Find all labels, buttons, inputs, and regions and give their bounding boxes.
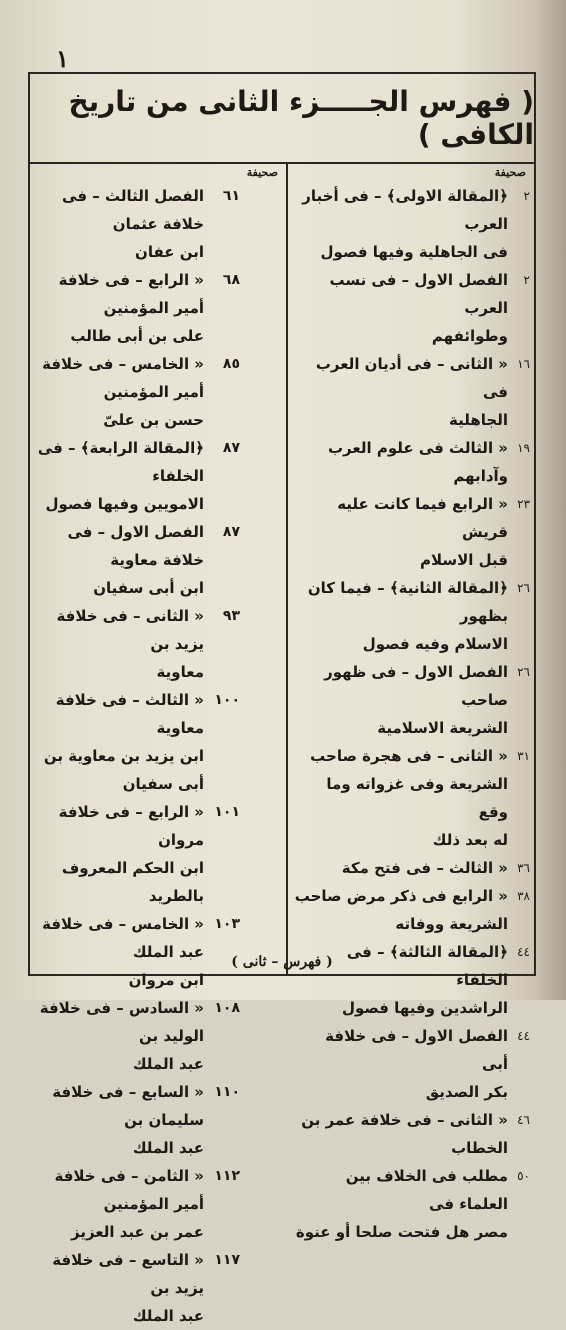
index-entry: [288, 434, 534, 490]
entry-title-continued: على بن أبى طالب: [70, 327, 204, 345]
entry-title: « الرابع فيما كانت عليه قريش: [337, 495, 508, 541]
entry-title: « الثانى – فى خلافة عمر بن: [301, 1111, 508, 1129]
entry-title: « السابع – فى خلافة سليمان بن: [52, 1083, 204, 1129]
entry-page-number: ٢: [523, 189, 530, 203]
page-title: ( فهرس الجـــــزء الثانى من تاريخ الكافى ): [68, 85, 534, 151]
entry-title: « الخامس – فى خلافة أمير المؤمنين: [42, 355, 204, 401]
index-entry: [288, 882, 534, 938]
entry-title-continued: بكر الصديق: [425, 1083, 508, 1101]
page-footer: ( فهرس – ثانى ): [231, 954, 333, 970]
entry-page-number: ٢٦: [517, 581, 530, 595]
entry-title: « الرابع – فى خلافة أمير المؤمنين: [58, 271, 204, 317]
entry-title: « الرابع فى ذكر مرض صاحب: [294, 887, 508, 905]
right-entries-list: [288, 182, 534, 1246]
index-entry: [288, 350, 534, 434]
entry-title: « الثالث فى علوم العرب وآدابهم: [327, 439, 508, 485]
index-entry: [30, 518, 286, 602]
column-header-right: صحيفة: [494, 166, 526, 179]
entry-page-number: ١٩: [517, 441, 530, 455]
index-entry: [30, 994, 286, 1078]
index-entry: [30, 182, 286, 266]
entry-title-continued: مصر هل فتحت صلحا أو عنوة: [295, 1223, 508, 1241]
index-entry: [288, 1022, 534, 1106]
entry-title-continued: عبد الملك: [132, 1307, 204, 1325]
index-entry: [30, 1078, 286, 1162]
entry-page-number: ١٠٨: [214, 1000, 240, 1016]
index-frame: [28, 72, 536, 1325]
entry-title: ﴿المقالة الثانية﴾ – فيما كان بظهور: [307, 579, 508, 625]
entry-page-number: ٣٨: [517, 889, 530, 903]
entry-title: « الثانى – فى هجرة صاحب: [310, 747, 508, 765]
entry-page-number: ١١٢: [214, 1168, 240, 1184]
entry-title: الفصل الاول – فى نسب العرب: [329, 271, 508, 317]
entry-title: « التاسع – فى خلافة يزيد بن: [52, 1251, 204, 1297]
index-entry: [288, 1162, 534, 1246]
index-entry: [30, 350, 286, 434]
entry-title-continued: الشريعة الاسلامية: [377, 719, 508, 737]
entry-title: ﴿المقالة الرابعة﴾ – فى الخلفاء: [37, 439, 204, 485]
entry-title: « الثانى – فى خلافة يزيد بن: [56, 607, 204, 653]
index-entry: [288, 658, 534, 742]
entry-title-continued: الشريعة وفى غزواته وما وقع: [326, 775, 508, 821]
entry-page-number: ١١٧: [214, 1252, 240, 1268]
index-entry: [30, 602, 286, 686]
index-entry: [288, 742, 534, 826]
entry-title: « الخامس – فى خلافة عبد الملك: [42, 915, 204, 961]
entry-title: « السادس – فى خلافة الوليد بن: [39, 999, 204, 1045]
entry-title: « الثانى – فى أديان العرب فى: [315, 355, 508, 401]
right-column: [288, 162, 534, 1241]
entry-page-number: ١١٠: [214, 1084, 240, 1100]
entry-page-number: ٤٤: [517, 945, 530, 959]
index-entry: [288, 490, 534, 574]
entry-title-continued: قبل الاسلام: [419, 551, 508, 569]
entry-page-number: ٨٧: [222, 440, 240, 456]
entry-title: له بعد ذلك: [432, 831, 508, 849]
entry-page-number: ٢: [523, 273, 530, 287]
page-number: ١: [56, 44, 69, 73]
entry-title-continued: عبد الملك: [132, 1055, 204, 1073]
entry-page-number: ٦٨: [222, 272, 240, 288]
index-entry: [30, 266, 286, 350]
entry-title-continued: ابن عفان: [135, 243, 204, 261]
index-entry: [30, 434, 286, 518]
left-entries-list: [30, 182, 286, 1330]
index-entry: [30, 1162, 286, 1246]
index-entry: [30, 798, 286, 910]
entry-title: مطلب فى الخلاف بين العلماء فى: [345, 1167, 508, 1213]
index-entry: [288, 938, 534, 1022]
entry-title-continued: الجاهلية: [449, 411, 508, 429]
entry-title: « الثامن – فى خلافة أمير المؤمنين: [54, 1167, 204, 1213]
entry-title-continued: حسن بن علىّ: [103, 411, 204, 429]
entry-title-continued: الامويين وفيها فصول: [45, 495, 204, 513]
index-entry: [288, 574, 534, 658]
index-entry: [30, 686, 286, 798]
entry-page-number: ٨٥: [222, 356, 240, 372]
entry-title: الفصل الاول – فى خلافة معاوية: [67, 523, 204, 569]
entry-page-number: ٤٦: [517, 1113, 530, 1127]
entry-title: « الثالث – فى خلافة معاوية: [55, 691, 204, 737]
index-entry: [288, 826, 534, 854]
title-box: [30, 74, 534, 164]
entry-title-continued: الاسلام وفيه فصول: [362, 635, 508, 653]
entry-page-number: ٩٣: [222, 608, 240, 624]
entry-title-continued: ابن أبى سفيان: [93, 579, 204, 597]
entry-title-continued: الشريعة ووفاته: [395, 915, 508, 933]
entry-page-number: ٢٣: [517, 497, 530, 511]
index-entry: [288, 266, 534, 350]
entry-page-number: ٨٧: [222, 524, 240, 540]
entry-title-continued: وطوائفهم: [431, 327, 508, 345]
index-entry: [288, 182, 534, 266]
entry-page-number: ١٠١: [214, 804, 240, 820]
entry-title: ﴿المقالة الثالثة﴾ – فى الخلفاء: [346, 943, 508, 989]
entry-page-number: ٤٤: [517, 1029, 530, 1043]
entry-title-continued: ابن يزيد بن معاوية بن أبى سفيان: [43, 747, 204, 793]
entry-title-continued: عبد الملك: [132, 1139, 204, 1157]
entry-page-number: ٣١: [517, 749, 530, 763]
entry-page-number: ٦١: [222, 188, 240, 204]
entry-title-continued: معاوية: [156, 663, 204, 681]
entry-title-continued: الراشدين وفيها فصول: [341, 999, 508, 1017]
entry-title-continued: ابن الحكم المعروف بالطريد: [61, 859, 204, 905]
index-entry: [288, 854, 534, 882]
entry-title-continued: الخطاب: [451, 1139, 508, 1157]
entry-title: ﴿المقالة الاولى﴾ – فى أخبار العرب: [302, 187, 508, 233]
left-column: [30, 162, 286, 1325]
entry-page-number: ٢٦: [517, 665, 530, 679]
entry-title-continued: عمر بن عبد العزيز: [70, 1223, 204, 1241]
entry-title: الفصل الاول – فى خلافة أبى: [325, 1027, 508, 1073]
entry-title: الفصل الثالث – فى خلافة عثمان: [62, 187, 204, 233]
column-header-left: صحيفة: [246, 166, 278, 179]
entry-page-number: ٣٦: [517, 861, 530, 875]
index-entry: [288, 1106, 534, 1162]
entry-title: « الرابع – فى خلافة مروان: [58, 803, 204, 849]
entry-title: الفصل الاول – فى ظهور صاحب: [324, 663, 508, 709]
entry-page-number: ٥٠: [517, 1169, 530, 1183]
entry-title-continued: ابن مروان: [128, 971, 204, 989]
index-entry: [30, 1246, 286, 1330]
entry-title-continued: فى الجاهلية وفيها فصول: [320, 243, 508, 261]
entry-page-number: ١٦: [517, 357, 530, 371]
entry-page-number: ١٠٣: [214, 916, 240, 932]
entry-title: « الثالث – فى فتح مكة: [341, 859, 508, 877]
entry-page-number: ١٠٠: [214, 692, 240, 708]
index-entry: [30, 910, 286, 994]
